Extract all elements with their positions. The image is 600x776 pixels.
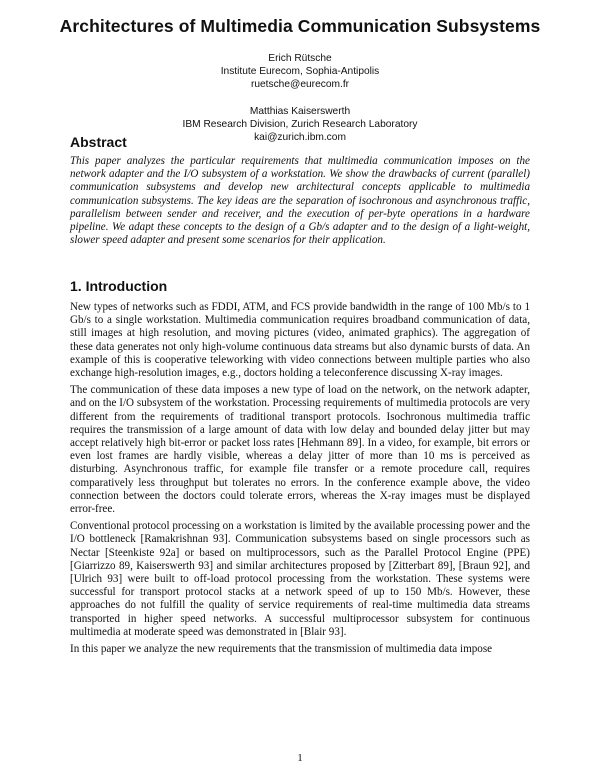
body-paragraph: In this paper we analyze the new requirements that the transmission of multimedia data impose: [70, 643, 493, 656]
introduction-body: [70, 301, 530, 660]
author-name: Matthias Kaiserswerth: [249, 105, 351, 117]
author-affiliation: Institute Eurecom, Sophia-Antipolis: [220, 66, 380, 78]
introduction-heading: 1. Introduction: [70, 278, 168, 294]
author-list: [60, 52, 540, 144]
abstract-heading: Abstract: [70, 134, 127, 150]
page-number: 1: [297, 752, 303, 764]
body-paragraph: New types of networks such as FDDI, ATM, and FCS provide bandwidth in the range of 100 Mb/s to 1 Gb/s to a single workstation. Multimedia communication requires broadband communication of data, still images at high resolution, and moving pictures (video, animated graphics). The aggregation of these data generates not only high-volume continuous data streams but also dynamic bursts of data. An example of this is cooperative teleworking with video connections between multiple parties who also exchange high-resolution images, e.g., doctors holding a teleconference discussing X-ray images.: [70, 301, 530, 380]
author-block: [60, 52, 540, 92]
author-email: ruetsche@eurecom.fr: [250, 79, 350, 91]
abstract-text: This paper analyzes the particular requirements that multimedia communication imposes on the network adapter and the I/O subsystem of a workstation. We show the drawbacks of current (parallel) communication subsystems and develop new architectural concepts applicable to multimedia communication subsystems. The key ideas are the separation of isochronous and asynchronous traffic, parallelism between sender and receiver, and the execution of per-byte operations in a hardware pipeline. We adapt these concepts to the design of a Gb/s adapter and to the design of a light-weight, slower speed adapter and present some scenarios for their application.: [70, 155, 530, 247]
paper-title: Architectures of Multimedia Communication Subsystems: [59, 16, 541, 36]
body-paragraph: Conventional protocol processing on a workstation is limited by the available processing power and the I/O bottleneck [Ramakrishnan 93]. Communication subsystems based on single processors such as Nectar [Steenkiste 92a] or based on multiprocessors, such as the Parallel Protocol Engine (PPE) [Giarrizzo 89, Kaiserswerth 93] and similar architectures proposed by [Zitterbart 89], [Braun 92], and [Ulrich 93] were built to off-load protocol processing from the workstation. These systems were successful for transport protocol stacks at a network speed of up to 150 Mb/s. However, these approaches do not fulfill the quality of service requirements of real-time multimedia data streams transported in higher speed networks. A successful multiprocessor subsystem for continuous multimedia at moderate speed was demonstrated in [Blair 93].: [70, 520, 530, 638]
author-email: kai@zurich.ibm.com: [254, 132, 346, 144]
author-affiliation: IBM Research Division, Zurich Research Laboratory: [182, 118, 418, 130]
body-paragraph: The communication of these data imposes a new type of load on the network, on the network adapter, and on the I/O subsystem of the workstation. Processing requirements of multimedia protocols are very different from the requirements of traditional transport protocols. Isochronous multimedia traffic requires the transmission of a large amount of data with low delay and bounded delay jitter but may accept relatively high bit-error or packet loss rates [Hehmann 89]. In a video, for example, bit errors or even lost frames are hardly visible, whereas a delay jitter of more than 10 ms is perceived as disturbing. Asynchronous traffic, for example file transfer or a remote procedure call, requires comparatively less throughput but tolerates no errors. In the conference example above, the video connection between the doctors could tolerate errors, whereas the X-ray images must be displayed error-free.: [70, 384, 530, 516]
author-block: [60, 105, 540, 145]
author-name: Erich Rütsche: [268, 53, 332, 64]
